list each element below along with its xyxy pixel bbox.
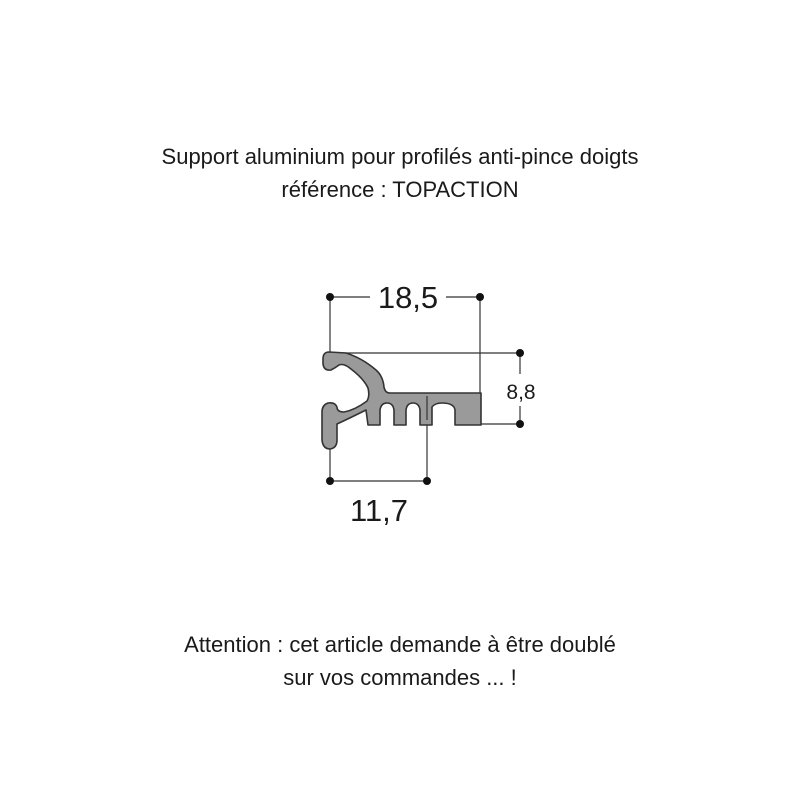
diagram-footer — [0, 628, 800, 694]
dim-right-dot-top — [516, 349, 524, 357]
dim-top-dot-left — [326, 293, 334, 301]
notice-line-1: Attention : cet article demande à être doublé — [184, 632, 616, 657]
dim-right-dot-bottom — [516, 420, 524, 428]
product-title: Support aluminium pour profilés anti-pince doigts — [161, 144, 639, 169]
aluminium-profile — [322, 352, 481, 449]
product-reference: référence : TOPACTION — [281, 177, 519, 202]
dim-top-dot-right — [476, 293, 484, 301]
dim-bottom-dot-left — [326, 477, 334, 485]
dim-bottom-dot-right — [423, 477, 431, 485]
dim-top-label: 18,5 — [377, 280, 439, 315]
dim-right-label: 8,8 — [506, 381, 536, 404]
dim-bottom-label: 11,7 — [349, 493, 409, 528]
notice-line-2: sur vos commandes ... ! — [283, 665, 517, 690]
